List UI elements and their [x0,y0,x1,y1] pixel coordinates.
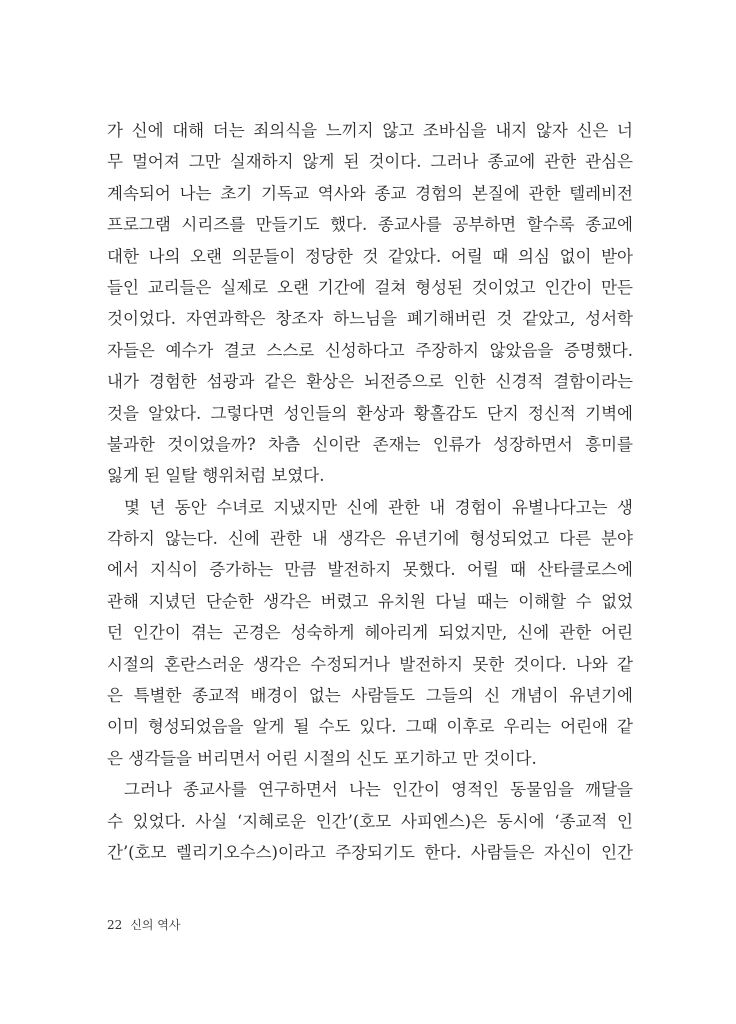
page-number: 22 [107,918,123,932]
text-line: 것이었다. 자연과학은 창조자 하느님을 폐기해버린 것 같았고, 성서학 [107,309,633,329]
text-line: 대한 나의 오랜 의문들이 정당한 것 같았다. 어릴 때 의심 없이 받아 [107,246,633,266]
text-line: 시절의 혼란스러운 생각은 수정되거나 발전하지 못한 것이다. 나와 같 [107,654,633,674]
text-line: 간’(호모 렐리기오수스)이라고 주장되기도 한다. 사람들은 자신이 인간 [107,842,633,862]
text-line: 프로그램 시리즈를 만들기도 했다. 종교사를 공부하면 할수록 종교에 [107,215,633,235]
text-line: 자들은 예수가 결코 스스로 신성하다고 주장하지 않았음을 증명했다. [107,340,633,360]
text-line: 계속되어 나는 초기 기독교 역사와 종교 경험의 본질에 관한 텔레비전 [107,183,633,203]
text-line: 몇 년 동안 수녀로 지냈지만 신에 관한 내 경험이 유별나다고는 생 [124,497,633,517]
text-line: 이미 형성되었음을 알게 될 수도 있다. 그때 이후로 우리는 어린애 같 [107,717,633,737]
text-line: 것을 알았다. 그렇다면 성인들의 환상과 황홀감도 단지 정신적 기벽에 [107,403,633,423]
text-line: 무 멀어져 그만 실재하지 않게 된 것이다. 그러나 종교에 관한 관심은 [107,152,633,172]
text-line: 가 신에 대해 더는 죄의식을 느끼지 않고 조바심을 내지 않자 신은 너 [107,121,633,140]
text-line: 수 있었다. 사실 ‘지혜로운 인간’(호모 사피엔스)은 동시에 ‘종교적 인 [107,811,633,831]
text-line: 에서 지식이 증가하는 만큼 발전하지 못했다. 어릴 때 산타클로스에 [107,560,633,580]
text-line: 내가 경험한 섬광과 같은 환상은 뇌전증으로 인한 신경적 결함이라는 [107,372,633,392]
body-text [107,115,633,868]
text-line: 불과한 것이었을까? 차츰 신이란 존재는 인류가 성장하면서 흥미를 [107,434,633,454]
text-line: 은 특별한 종교적 배경이 없는 사람들도 그들의 신 개념이 유년기에 [107,686,633,706]
text-line: 각하지 않는다. 신에 관한 내 생각은 유년기에 형성되었고 다른 분야 [107,529,633,549]
text-line: 그러나 종교사를 연구하면서 나는 인간이 영적인 동물임을 깨달을 [124,780,633,800]
text-line: 관해 지녔던 단순한 생각은 버렸고 유치원 다닐 때는 이해할 수 없었 [107,591,633,611]
running-title: 신의 역사 [130,918,181,932]
text-line: 은 생각들을 버리면서 어린 시절의 신도 포기하고 만 것이다. [107,748,537,768]
text-line: 들인 교리들은 실제로 오랜 기간에 걸쳐 형성된 것이었고 인간이 만든 [107,277,633,297]
text-line: 던 인간이 겪는 곤경은 성숙하게 헤아리게 되었지만, 신에 관한 어린 [107,623,633,643]
text-line: 잃게 된 일탈 행위처럼 보였다. [107,466,325,486]
page-footer [107,916,188,933]
